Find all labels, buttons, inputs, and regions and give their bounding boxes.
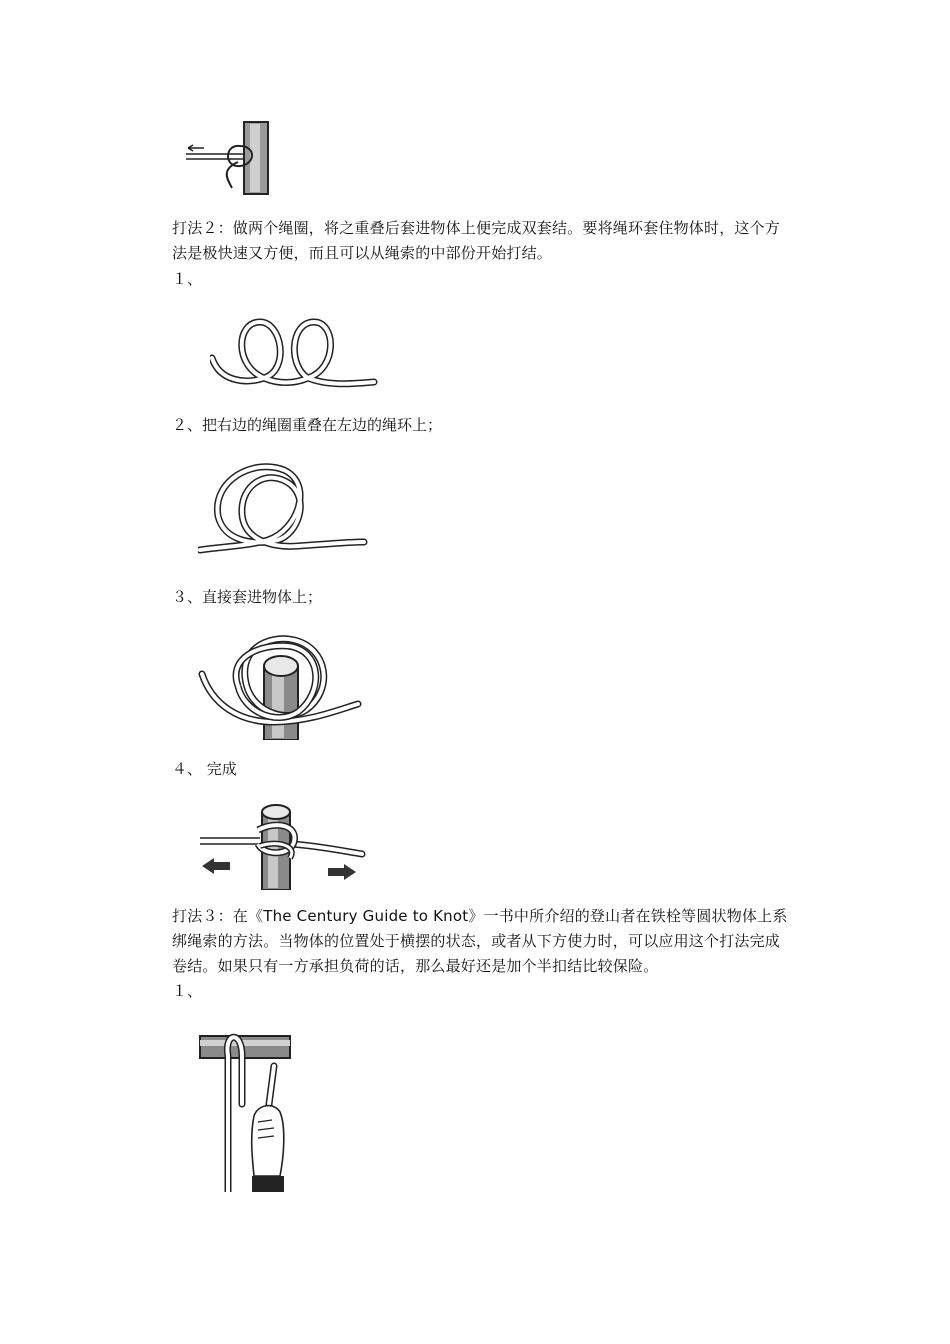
method3-step-1: １、 — [172, 982, 203, 1000]
method3-suffix: 》一书中所介绍的登山者在铁栓等圆状物体上系绑绳索的方法。当物体的位置处于横摆的状态，或者从下方使力时，可以应用这个打法完成卷结。如果只有一方承担负荷的话，那么最好还是加个半扣结比较保险。 — [172, 907, 788, 975]
figure-two-loops — [210, 312, 380, 392]
figure-finished-hitch — [198, 800, 368, 890]
method3-paragraph — [172, 904, 792, 979]
method2-paragraph: 打法２：做两个绳圈，将之重叠后套进物体上便完成双套结。要将绳环套住物体时，这个方法是极快速又方便，而且可以从绳索的中部份开始打结。 — [172, 219, 781, 262]
figure-bar-hand-rope — [198, 1026, 298, 1196]
method2-step-3: ３、直接套进物体上； — [172, 588, 323, 606]
method3-book-title: The Century Guide to Knot — [263, 907, 469, 925]
method2-step-2: ２、把右边的绳圈重叠在左边的绳环上； — [172, 416, 443, 434]
method3-prefix: 打法３：在《 — [172, 907, 264, 925]
figure-overlapped-loops — [198, 460, 368, 560]
figure-clove-hitch-pole — [180, 118, 290, 198]
figure-loops-over-post — [198, 630, 368, 740]
method2-step-1: １、 — [172, 270, 203, 288]
method2-step-4: ４、 完成 — [172, 760, 237, 778]
